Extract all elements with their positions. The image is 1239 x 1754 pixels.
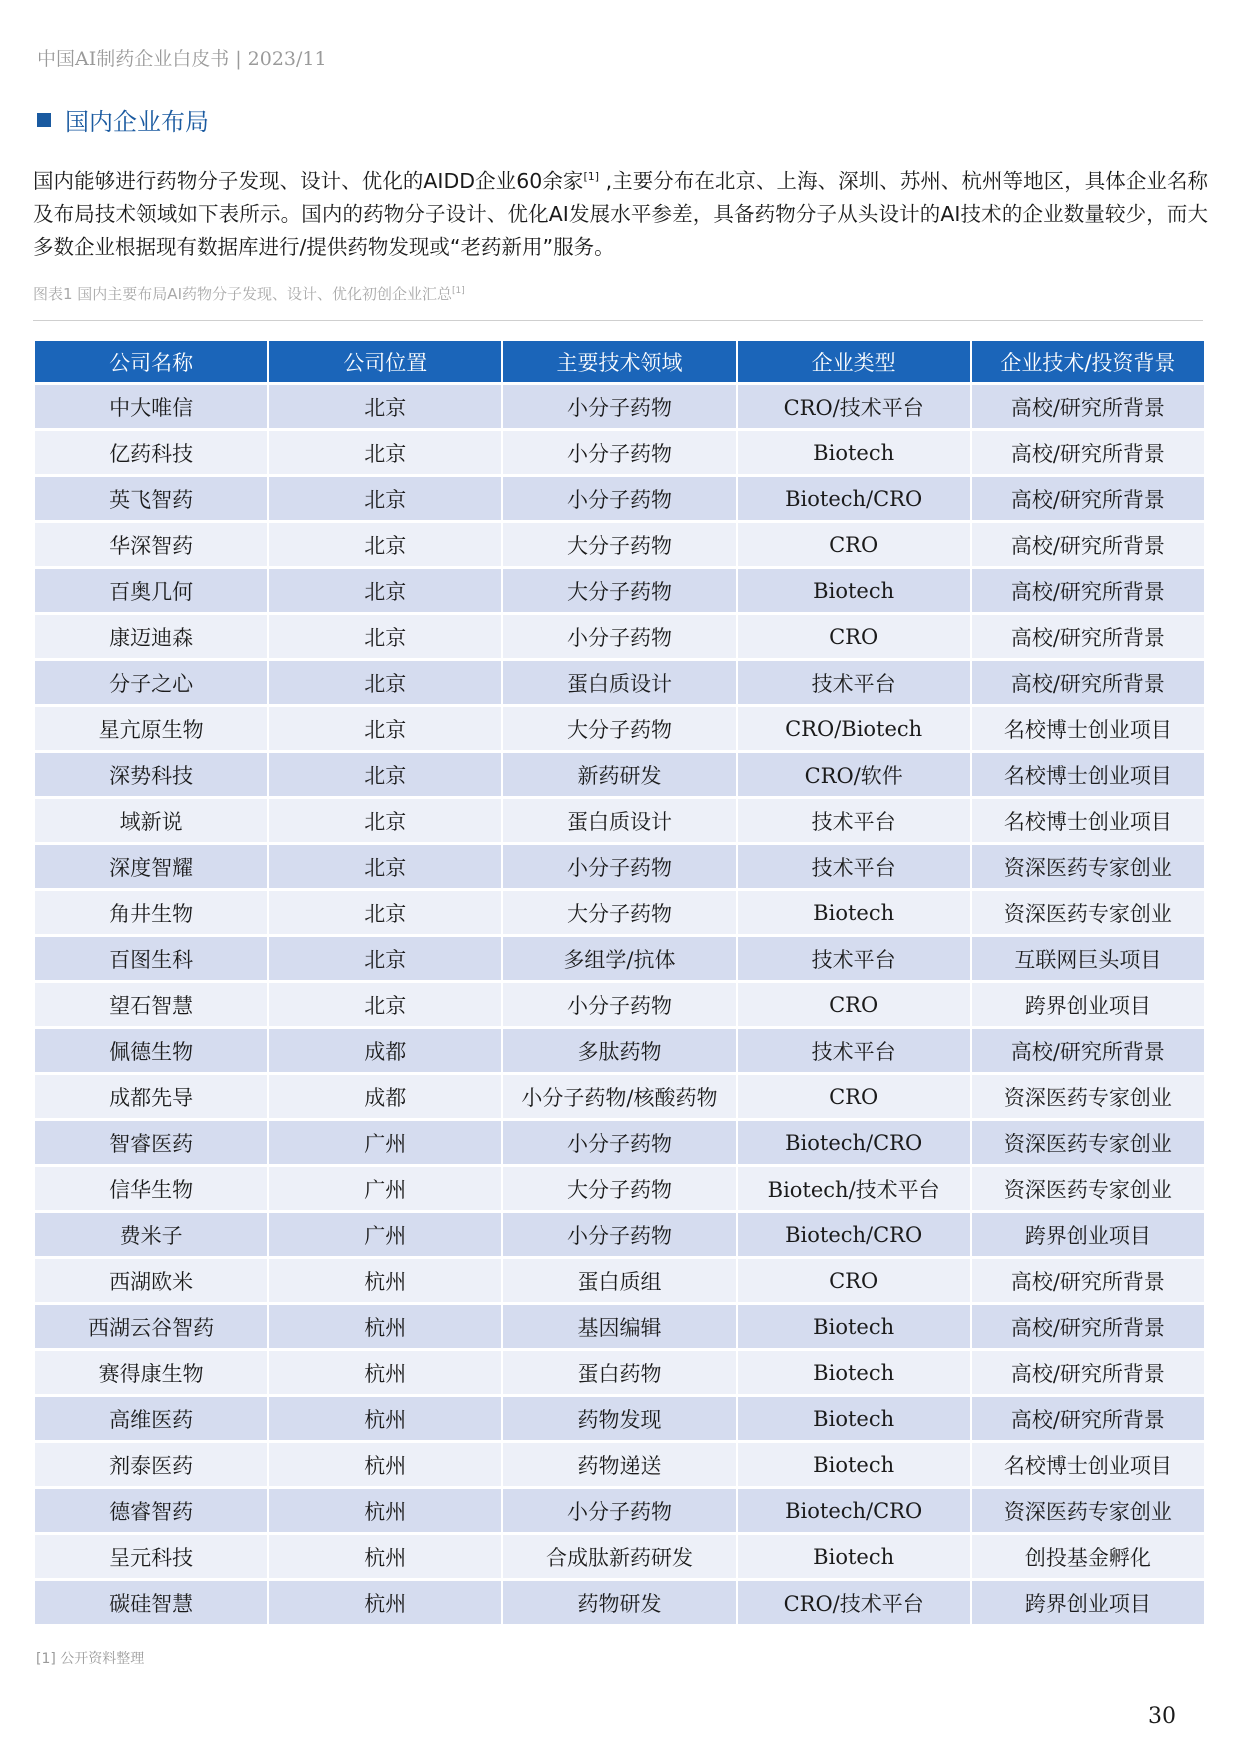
cell-tech-field: 药物递送 (503, 1443, 735, 1486)
cell-company-type: CRO (738, 615, 970, 658)
cell-company-type: Biotech (738, 569, 970, 612)
caption-text: 图表1 国内主要布局AI药物分子发现、设计、优化初创企业汇总 (33, 285, 452, 303)
cell-company-type: CRO/Biotech (738, 707, 970, 750)
table-row (35, 1075, 1204, 1118)
header-title: 中国AI制药企业白皮书 (37, 48, 230, 70)
table-row (35, 799, 1204, 842)
cell-tech-field: 大分子药物 (503, 569, 735, 612)
cell-tech-field: 药物研发 (503, 1581, 735, 1624)
cell-background: 高校/研究所背景 (972, 1305, 1204, 1348)
cell-company-type: CRO (738, 523, 970, 566)
cell-background: 互联网巨头项目 (972, 937, 1204, 980)
cell-location: 杭州 (269, 1443, 501, 1486)
cell-company-type: 技术平台 (738, 937, 970, 980)
cell-background: 资深医药专家创业 (972, 1121, 1204, 1164)
table-row (35, 477, 1204, 520)
cell-location: 杭州 (269, 1489, 501, 1532)
cell-company-type: 技术平台 (738, 799, 970, 842)
cell-company-name: 呈元科技 (35, 1535, 267, 1578)
table-body (35, 385, 1204, 1624)
cell-company-type: 技术平台 (738, 1029, 970, 1072)
table-row (35, 1489, 1204, 1532)
table-row (35, 707, 1204, 750)
table-header-row (35, 341, 1204, 382)
cell-company-type: CRO/技术平台 (738, 385, 970, 428)
cell-location: 北京 (269, 845, 501, 888)
cell-company-type: CRO (738, 1075, 970, 1118)
cell-background: 资深医药专家创业 (972, 1489, 1204, 1532)
cell-company-type: Biotech (738, 1397, 970, 1440)
cell-company-type: CRO (738, 983, 970, 1026)
cell-company-type: CRO/软件 (738, 753, 970, 796)
running-header (37, 44, 327, 71)
cell-background: 资深医药专家创业 (972, 1075, 1204, 1118)
cell-company-name: 高维医药 (35, 1397, 267, 1440)
table-row (35, 569, 1204, 612)
cell-location: 北京 (269, 523, 501, 566)
cell-location: 广州 (269, 1167, 501, 1210)
cell-tech-field: 小分子药物 (503, 845, 735, 888)
cell-background: 名校博士创业项目 (972, 753, 1204, 796)
cell-background: 高校/研究所背景 (972, 1259, 1204, 1302)
cell-background: 高校/研究所背景 (972, 477, 1204, 520)
cell-company-name: 德睿智药 (35, 1489, 267, 1532)
cell-background: 创投基金孵化 (972, 1535, 1204, 1578)
table-row (35, 661, 1204, 704)
cell-location: 北京 (269, 661, 501, 704)
cell-tech-field: 小分子药物 (503, 615, 735, 658)
cell-company-type: Biotech (738, 431, 970, 474)
table-row (35, 1167, 1204, 1210)
cell-location: 北京 (269, 937, 501, 980)
table-row (35, 1581, 1204, 1624)
paragraph-part-2: ,主要分布在北京、上海、深圳、苏州、杭州等地区，具体企业名称及布局技术领域如下表所示。国内的药物分子设计、优化AI发展水平参差，具备药物分子从头设计的AI技术的企业数量较少，而大多数企业根据现有数据库进行/提供药物发现或“老药新用”服务。 (33, 168, 1209, 259)
cell-company-name: 华深智药 (35, 523, 267, 566)
col-header-tech-field: 主要技术领域 (503, 341, 735, 382)
table-row (35, 1121, 1204, 1164)
cell-location: 北京 (269, 753, 501, 796)
cell-location: 北京 (269, 385, 501, 428)
cell-background: 名校博士创业项目 (972, 707, 1204, 750)
cell-company-type: Biotech/CRO (738, 1121, 970, 1164)
cell-company-name: 中大唯信 (35, 385, 267, 428)
cell-company-name: 域新说 (35, 799, 267, 842)
cell-company-name: 碳硅智慧 (35, 1581, 267, 1624)
cell-tech-field: 大分子药物 (503, 891, 735, 934)
cell-background: 高校/研究所背景 (972, 1397, 1204, 1440)
cell-location: 北京 (269, 477, 501, 520)
table-row (35, 615, 1204, 658)
table-row (35, 1259, 1204, 1302)
cell-company-type: Biotech (738, 891, 970, 934)
paragraph-reference: [1] (583, 170, 600, 183)
cell-location: 北京 (269, 799, 501, 842)
cell-company-type: CRO/技术平台 (738, 1581, 970, 1624)
cell-company-type: 技术平台 (738, 661, 970, 704)
cell-location: 北京 (269, 891, 501, 934)
cell-company-type: Biotech (738, 1443, 970, 1486)
table-row (35, 1443, 1204, 1486)
cell-company-name: 西湖欧米 (35, 1259, 267, 1302)
cell-tech-field: 小分子药物/核酸药物 (503, 1075, 735, 1118)
cell-company-name: 佩德生物 (35, 1029, 267, 1072)
cell-location: 杭州 (269, 1305, 501, 1348)
cell-company-name: 望石智慧 (35, 983, 267, 1026)
cell-background: 名校博士创业项目 (972, 1443, 1204, 1486)
cell-company-name: 深势科技 (35, 753, 267, 796)
cell-background: 跨界创业项目 (972, 1213, 1204, 1256)
cell-background: 资深医药专家创业 (972, 845, 1204, 888)
cell-location: 杭州 (269, 1259, 501, 1302)
cell-tech-field: 蛋白质设计 (503, 661, 735, 704)
square-bullet-icon (37, 113, 51, 127)
cell-company-name: 分子之心 (35, 661, 267, 704)
table-row (35, 1213, 1204, 1256)
cell-company-name: 剂泰医药 (35, 1443, 267, 1486)
cell-tech-field: 大分子药物 (503, 523, 735, 566)
cell-location: 北京 (269, 615, 501, 658)
section-heading (37, 102, 209, 137)
cell-tech-field: 小分子药物 (503, 1121, 735, 1164)
cell-company-type: Biotech/CRO (738, 477, 970, 520)
header-separator: | (235, 48, 242, 70)
cell-location: 北京 (269, 983, 501, 1026)
cell-company-name: 百图生科 (35, 937, 267, 980)
cell-tech-field: 蛋白质组 (503, 1259, 735, 1302)
cell-background: 高校/研究所背景 (972, 523, 1204, 566)
table-caption (33, 283, 465, 304)
intro-paragraph (33, 160, 1208, 264)
cell-background: 高校/研究所背景 (972, 569, 1204, 612)
paragraph-part-1: 国内能够进行药物分子发现、设计、优化的AIDD企业60余家 (33, 168, 584, 193)
cell-background: 高校/研究所背景 (972, 1029, 1204, 1072)
cell-company-name: 西湖云谷智药 (35, 1305, 267, 1348)
cell-tech-field: 蛋白质设计 (503, 799, 735, 842)
cell-company-name: 赛得康生物 (35, 1351, 267, 1394)
cell-company-type: Biotech/CRO (738, 1489, 970, 1532)
cell-background: 跨界创业项目 (972, 983, 1204, 1026)
footnote: [1] 公开资料整理 (36, 1651, 145, 1667)
cell-company-name: 星亢原生物 (35, 707, 267, 750)
table-row (35, 845, 1204, 888)
cell-company-type: Biotech/技术平台 (738, 1167, 970, 1210)
cell-background: 高校/研究所背景 (972, 661, 1204, 704)
cell-tech-field: 基因编辑 (503, 1305, 735, 1348)
table-row (35, 891, 1204, 934)
caption-divider (33, 320, 1203, 321)
table-row (35, 1305, 1204, 1348)
cell-location: 杭州 (269, 1397, 501, 1440)
cell-company-type: 技术平台 (738, 845, 970, 888)
cell-company-name: 成都先导 (35, 1075, 267, 1118)
cell-background: 跨界创业项目 (972, 1581, 1204, 1624)
cell-background: 高校/研究所背景 (972, 431, 1204, 474)
cell-tech-field: 药物发现 (503, 1397, 735, 1440)
cell-tech-field: 多组学/抗体 (503, 937, 735, 980)
table-row (35, 385, 1204, 428)
cell-company-name: 费米子 (35, 1213, 267, 1256)
cell-tech-field: 大分子药物 (503, 707, 735, 750)
page-number: 30 (1148, 1704, 1176, 1729)
table-row (35, 1535, 1204, 1578)
cell-background: 高校/研究所背景 (972, 615, 1204, 658)
caption-reference: [1] (452, 286, 465, 296)
cell-company-type: Biotech (738, 1535, 970, 1578)
header-date: 2023/11 (247, 48, 327, 70)
cell-background: 高校/研究所背景 (972, 385, 1204, 428)
cell-background: 资深医药专家创业 (972, 1167, 1204, 1210)
cell-location: 杭州 (269, 1535, 501, 1578)
table-row (35, 1397, 1204, 1440)
table-row (35, 1029, 1204, 1072)
cell-tech-field: 蛋白药物 (503, 1351, 735, 1394)
cell-company-name: 百奥几何 (35, 569, 267, 612)
table-row (35, 983, 1204, 1026)
table-row (35, 523, 1204, 566)
cell-tech-field: 多肽药物 (503, 1029, 735, 1072)
cell-tech-field: 合成肽新药研发 (503, 1535, 735, 1578)
cell-tech-field: 小分子药物 (503, 1213, 735, 1256)
cell-company-type: Biotech/CRO (738, 1213, 970, 1256)
cell-tech-field: 小分子药物 (503, 385, 735, 428)
table-row (35, 1351, 1204, 1394)
cell-tech-field: 大分子药物 (503, 1167, 735, 1210)
cell-background: 高校/研究所背景 (972, 1351, 1204, 1394)
cell-location: 广州 (269, 1121, 501, 1164)
cell-location: 广州 (269, 1213, 501, 1256)
cell-location: 北京 (269, 431, 501, 474)
cell-company-type: CRO (738, 1259, 970, 1302)
table-row (35, 937, 1204, 980)
cell-company-name: 康迈迪森 (35, 615, 267, 658)
col-header-company-name: 公司名称 (35, 341, 267, 382)
company-table (33, 338, 1206, 1627)
cell-company-type: Biotech (738, 1351, 970, 1394)
cell-company-name: 深度智耀 (35, 845, 267, 888)
col-header-company-type: 企业类型 (738, 341, 970, 382)
cell-tech-field: 新药研发 (503, 753, 735, 796)
section-title-text: 国内企业布局 (65, 108, 209, 136)
cell-company-name: 智睿医药 (35, 1121, 267, 1164)
cell-location: 成都 (269, 1075, 501, 1118)
cell-location: 杭州 (269, 1351, 501, 1394)
cell-company-name: 亿药科技 (35, 431, 267, 474)
cell-company-name: 英飞智药 (35, 477, 267, 520)
cell-location: 北京 (269, 707, 501, 750)
table-row (35, 753, 1204, 796)
cell-tech-field: 小分子药物 (503, 431, 735, 474)
col-header-background: 企业技术/投资背景 (972, 341, 1204, 382)
cell-tech-field: 小分子药物 (503, 983, 735, 1026)
cell-location: 成都 (269, 1029, 501, 1072)
cell-company-name: 信华生物 (35, 1167, 267, 1210)
cell-tech-field: 小分子药物 (503, 1489, 735, 1532)
cell-location: 北京 (269, 569, 501, 612)
cell-company-name: 角井生物 (35, 891, 267, 934)
cell-company-type: Biotech (738, 1305, 970, 1348)
cell-tech-field: 小分子药物 (503, 477, 735, 520)
cell-location: 杭州 (269, 1581, 501, 1624)
cell-background: 资深医药专家创业 (972, 891, 1204, 934)
cell-background: 名校博士创业项目 (972, 799, 1204, 842)
table-row (35, 431, 1204, 474)
col-header-location: 公司位置 (269, 341, 501, 382)
